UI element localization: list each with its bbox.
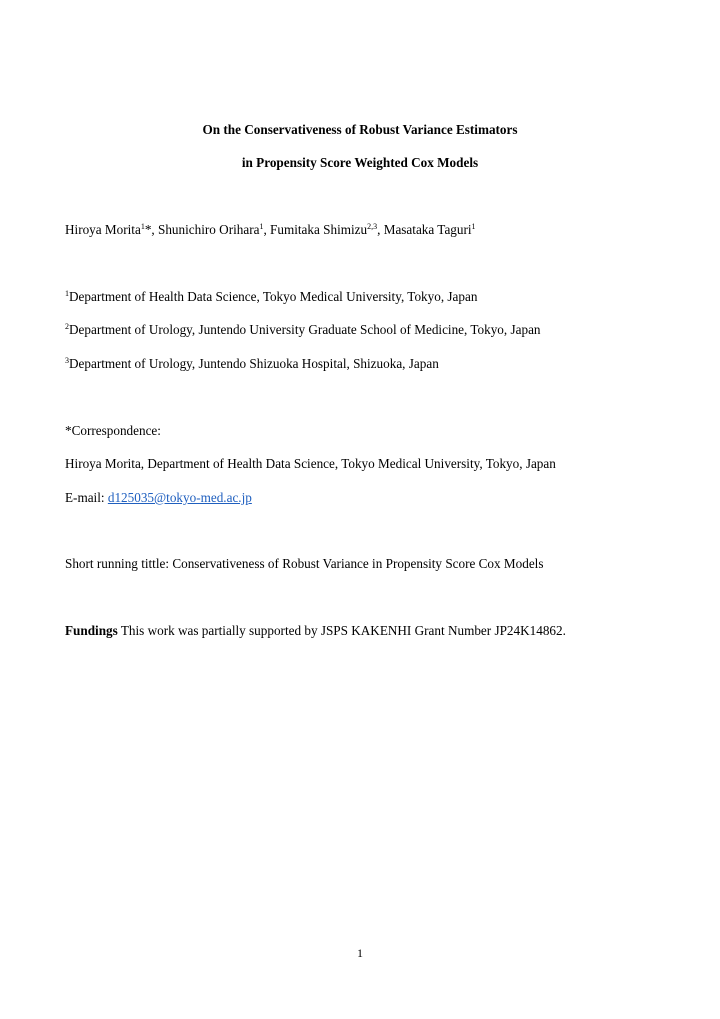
author-name: Shunichiro Orihara (158, 222, 260, 237)
affiliation-2 (65, 322, 541, 338)
affiliation-text: Department of Urology, Juntendo University Graduate School of Medicine, Tokyo, Japan (69, 322, 541, 337)
author-separator: , (263, 222, 271, 237)
author-separator: *, (144, 222, 158, 237)
affiliation-3 (65, 356, 439, 372)
correspondence-heading: *Correspondence: (65, 423, 161, 438)
author-separator: , (377, 222, 384, 237)
affiliation-text: Department of Health Data Science, Tokyo Medical University, Tokyo, Japan (69, 289, 478, 304)
affiliation-mark: 1 (65, 289, 69, 298)
affiliation-text: Department of Urology, Juntendo Shizuoka Hospital, Shizuoka, Japan (69, 356, 439, 371)
author-name: Fumitaka Shimizu (270, 222, 368, 237)
page-number: 1 (357, 946, 363, 960)
correspondence-email (65, 490, 252, 506)
affiliation-mark: 3 (65, 356, 69, 365)
author-affiliation-mark: 1 (259, 222, 264, 231)
affiliation-mark: 2 (65, 322, 69, 331)
author-affiliation-mark: 1 (140, 222, 145, 231)
paper-title-line-2: in Propensity Score Weighted Cox Models (241, 155, 479, 170)
email-label: E-mail: (65, 490, 108, 505)
fundings-label: Fundings (65, 623, 118, 638)
affiliation-1 (65, 289, 477, 305)
author-affiliation-mark: 1 (471, 222, 476, 231)
fundings-statement (65, 623, 566, 639)
author-affiliation-mark: 2,3 (367, 222, 378, 231)
author-name: Hiroya Morita (65, 222, 141, 237)
email-link[interactable]: d125035@tokyo-med.ac.jp (107, 490, 252, 505)
fundings-text: This work was partially supported by JSPS KAKENHI Grant Number JP24K14862. (117, 623, 566, 638)
author-list (65, 222, 476, 238)
paper-title-line-1: On the Conservativeness of Robust Variance Estimators (202, 122, 518, 137)
author-name: Masataka Taguri (383, 222, 472, 237)
correspondence-address: Hiroya Morita, Department of Health Data Science, Tokyo Medical University, Tokyo, Japan (65, 456, 556, 471)
running-title: Short running tittle: Conservativeness of Robust Variance in Propensity Score Cox Models (65, 556, 544, 571)
